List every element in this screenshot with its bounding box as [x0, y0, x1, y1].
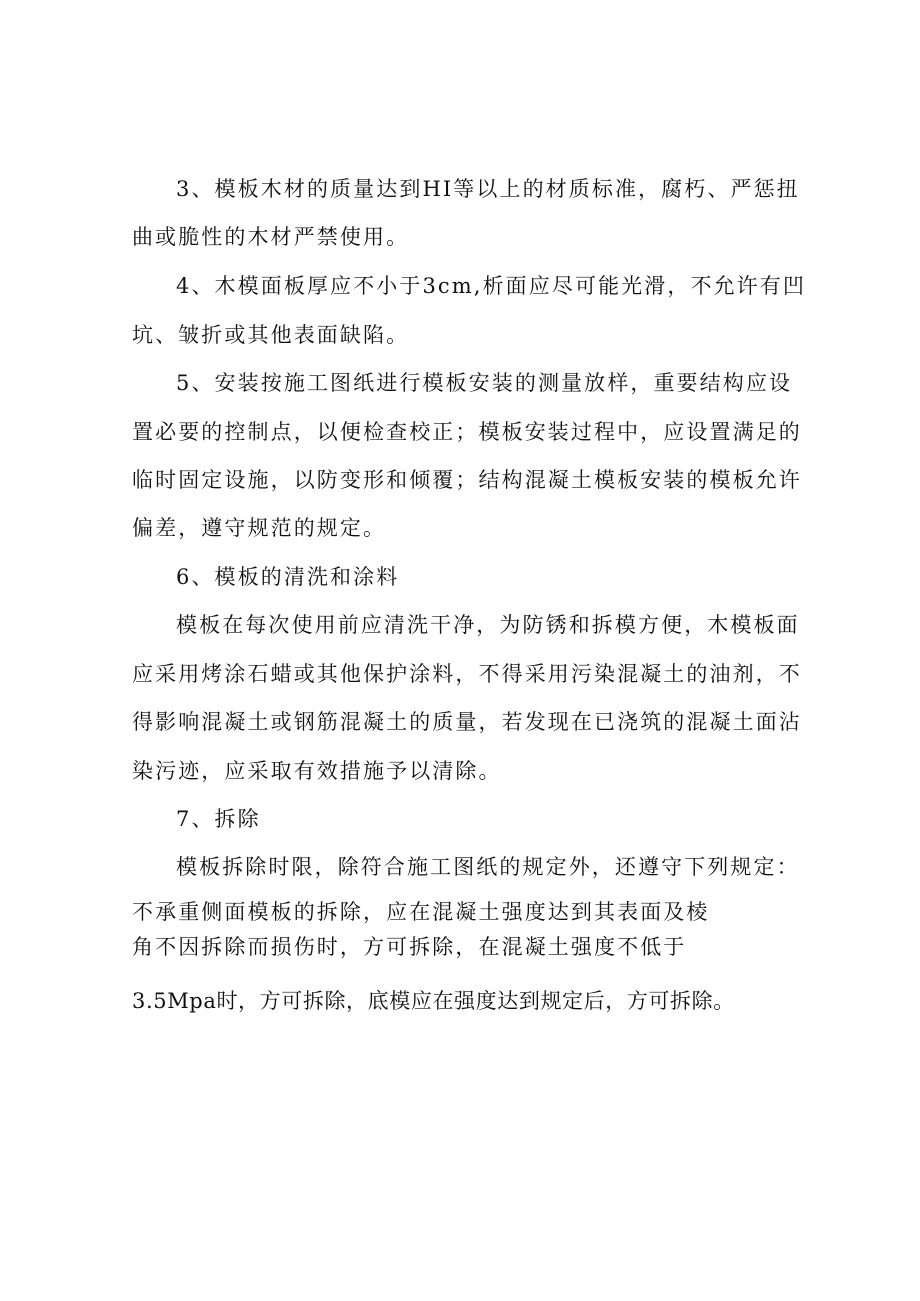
paragraph-6-line-4: 染污迹，应采取有效措施予以清除。: [132, 759, 502, 783]
paragraph-5-line-4: 偏差，遵守规范的规定。: [132, 516, 387, 540]
paragraph-7-line-1: 模板拆除时限，除符合施工图纸的规定外，还遵守下列规定：: [176, 855, 800, 879]
paragraph-5-line-1: 5、安装按施工图纸进行模板安装的测量放样，重要结构应设: [176, 371, 793, 395]
paragraph-6-line-1: 模板在每次使用前应清洗干净，为防锈和拆模方便，木模板面: [176, 613, 800, 637]
paragraph-7-line-2: 不承重侧面模板的拆除，应在混凝土强度达到其表面及棱: [132, 900, 710, 924]
paragraph-7-line-3: 角不因拆除而损伤时，方可拆除，在混凝土强度不低于: [132, 935, 687, 959]
section-heading-6: 6、模板的清洗和涂料: [176, 565, 400, 589]
paragraph-4-line-2: 坑、皱折或其他表面缺陷。: [132, 323, 410, 347]
paragraph-3-line-2: 曲或脆性的木材严禁使用。: [132, 225, 410, 249]
paragraph-5-line-2: 置必要的控制点，以便检查校正；模板安装过程中，应设置满足的: [132, 420, 802, 444]
section-heading-7: 7、拆除: [176, 807, 261, 831]
paragraph-4-line-1: 4、木模面板厚应不小于3cm,析面应尽可能光滑，不允许有凹: [176, 274, 806, 298]
paragraph-3-line-1: 3、模板木材的质量达到HI等以上的材质标准，腐朽、严惩扭: [176, 177, 800, 201]
paragraph-6-line-3: 得影响混凝土或钢筋混凝土的质量，若发现在已浇筑的混凝土面沾: [132, 710, 802, 734]
paragraph-5-line-3: 临时固定设施，以防变形和倾覆；结构混凝土模板安装的模板允许: [132, 468, 802, 492]
paragraph-7-line-4: 3.5Mpa时，方可拆除，底模应在强度达到规定后，方可拆除。: [132, 989, 735, 1013]
paragraph-6-line-2: 应采用烤涂石蜡或其他保护涂料，不得采用污染混凝土的油剂，不: [132, 662, 802, 686]
